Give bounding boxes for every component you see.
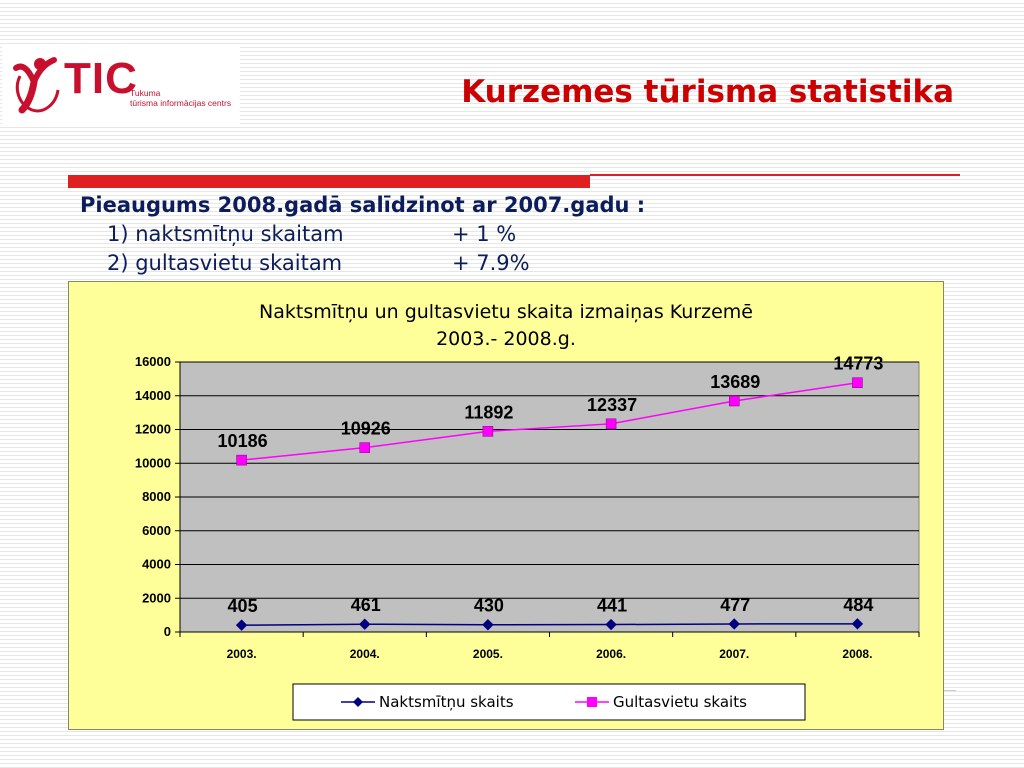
data-label: 14773 [833, 353, 884, 374]
logo [2, 44, 240, 126]
chart-title: Naktsmītņu un gultasvietu skaita izmaiņas Kurzemē [259, 301, 753, 323]
y-tick-label: 4000 [142, 556, 171, 572]
page-title: Kurzemes tūrisma statistika [461, 74, 954, 110]
logo-subtitle-line1: Tukuma [130, 88, 161, 98]
data-label: 11892 [464, 402, 514, 423]
legend-label: Naktsmītņu skaits [379, 693, 514, 711]
data-label: 477 [720, 594, 751, 615]
y-tick-label: 16000 [134, 354, 171, 369]
summary [80, 191, 645, 278]
data-label: 430 [473, 595, 504, 616]
summary-item-value: + 7.9% [452, 251, 530, 275]
x-tick-label: 2007. [719, 647, 750, 661]
data-point-square [360, 443, 370, 453]
data-label: 10186 [217, 431, 268, 452]
data-label: 10926 [340, 418, 391, 439]
y-tick-label: 2000 [142, 590, 171, 606]
y-tick-label: 12000 [134, 421, 171, 437]
summary-item-label: 2) gultasvietu skaitam [107, 251, 343, 275]
y-tick-label: 0 [163, 624, 171, 639]
y-tick-label: 8000 [142, 489, 171, 504]
x-tick-label: 2005. [472, 647, 503, 661]
logo-subtitle-line2: tūrisma informācijas centrs [130, 98, 232, 108]
y-tick-label: 6000 [142, 522, 171, 538]
x-tick-label: 2004. [349, 647, 380, 661]
accent-bar [68, 175, 590, 188]
accent-line [590, 174, 960, 176]
x-tick-label: 2003. [226, 647, 257, 661]
y-tick-label: 10000 [134, 455, 171, 471]
legend-marker-square [587, 697, 597, 707]
summary-item [80, 220, 645, 249]
summary-item-label: 1) naktsmītņu skaitam [107, 222, 344, 246]
data-label: 484 [843, 594, 874, 615]
logo-subtitle [130, 88, 231, 108]
y-tick-label: 14000 [134, 387, 171, 403]
summary-item-value: + 1 % [452, 222, 517, 246]
chart-subtitle: 2003.- 2008.g. [436, 328, 576, 350]
data-point-square [606, 419, 616, 429]
legend-label: Gultasvietu skaits [613, 693, 747, 711]
data-point-square [237, 455, 247, 465]
summary-heading: Pieaugums 2008.gadā salīdzinot ar 2007.gadu : [80, 193, 646, 217]
data-point-square [483, 426, 493, 436]
data-label: 461 [350, 595, 381, 616]
data-point-square [729, 396, 739, 406]
data-label: 12337 [587, 394, 638, 415]
logo-text: TIC [64, 54, 138, 103]
summary-item [80, 249, 645, 278]
logo-figure-icon [10, 54, 66, 116]
data-point-square [852, 378, 862, 388]
data-label: 405 [227, 596, 258, 617]
line-chart [69, 282, 943, 729]
x-tick-label: 2008. [842, 647, 873, 661]
data-label: 13689 [710, 371, 761, 392]
chart-panel [68, 281, 944, 730]
divider [944, 690, 956, 691]
x-tick-label: 2006. [596, 647, 627, 661]
data-label: 441 [597, 595, 628, 616]
